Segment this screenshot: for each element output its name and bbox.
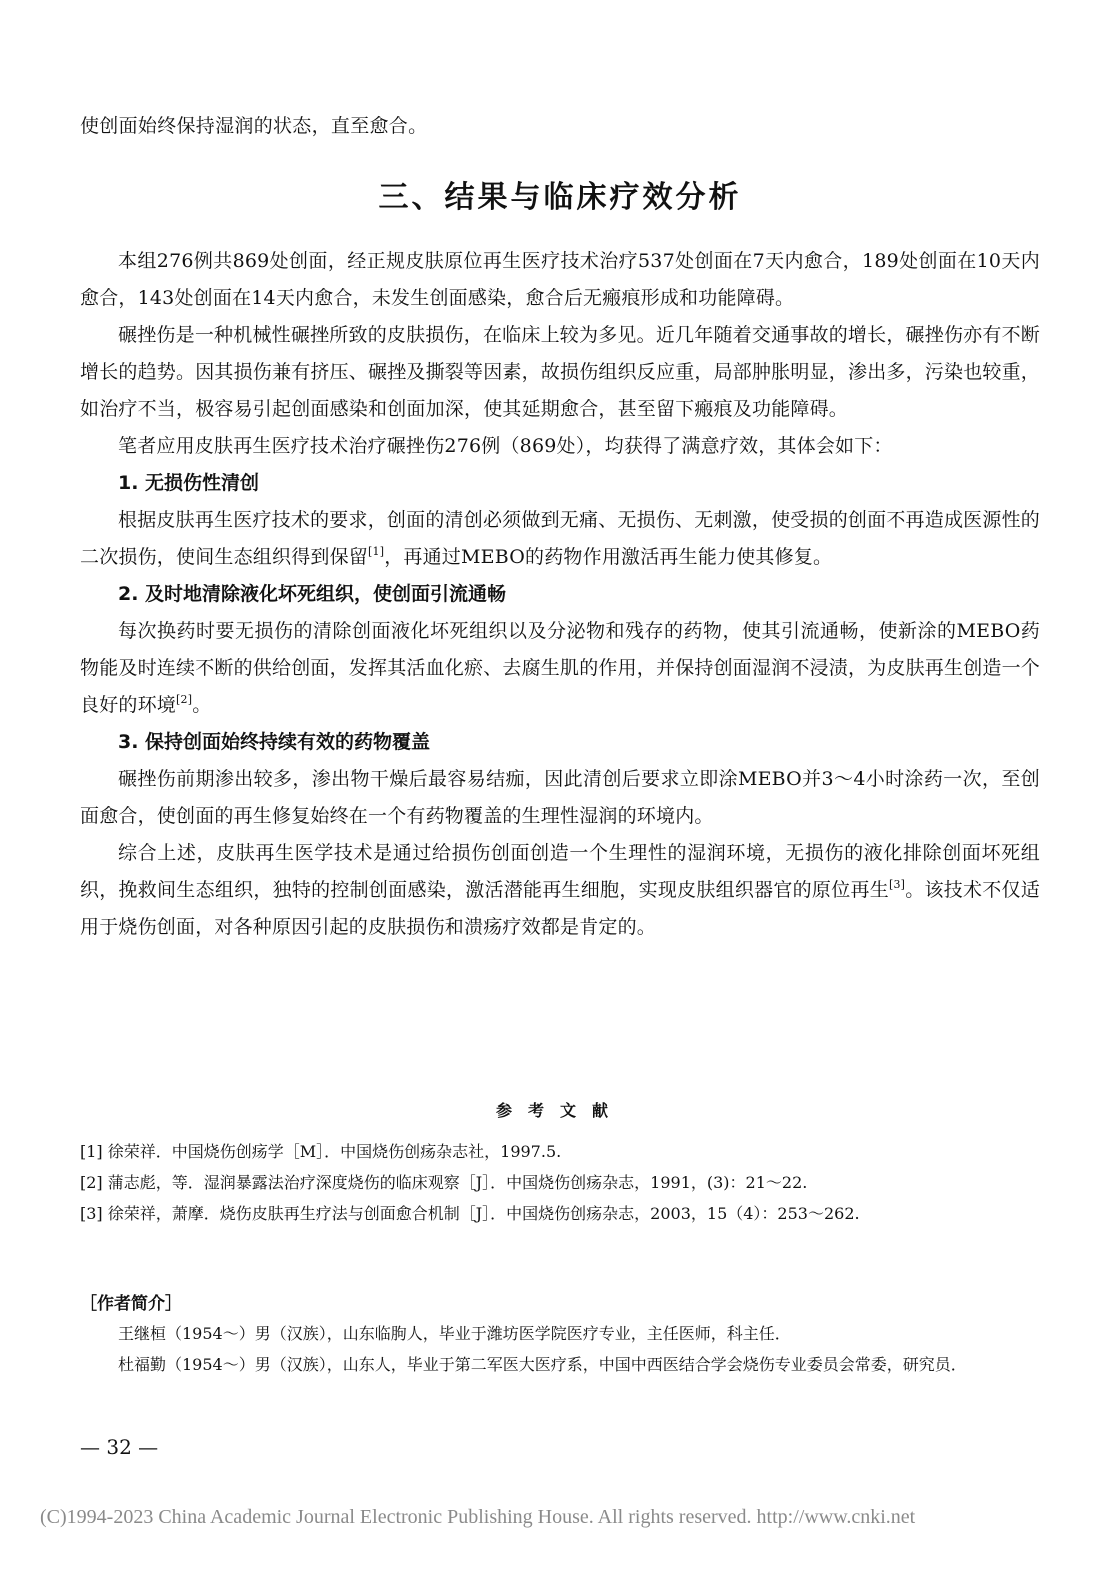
copyright-footer: (C)1994-2023 China Academic Journal Electronic Publishing House. All rights reserved. http://www.cnki.net: [40, 1506, 916, 1528]
reference-item: [2] 蒲志彪，等．湿润暴露法治疗深度烧伤的临床观察［J］．中国烧伤创疡杂志，1991，(3)：21～22.: [80, 1173, 808, 1192]
paragraph-debridement: [80, 502, 1040, 576]
reference-item: [1] 徐荣祥．中国烧伤创疡学［M］．中国烧伤创疡杂志社，1997.5.: [80, 1142, 562, 1161]
paragraph-coverage: 碾挫伤前期渗出较多，渗出物干燥后最容易结痂，因此清创后要求立即涂MEBO并3～4小时涂药一次，至创面愈合，使创面的再生修复始终在一个有药物覆盖的生理性湿润的环境内。: [80, 768, 1040, 827]
author-item: 杜福勤（1954～）男（汉族），山东人，毕业于第二军医大医疗系，中国中西医结合学会烧伤专业委员会常委，研究员．: [118, 1355, 967, 1374]
paragraph-drainage: [80, 613, 1040, 724]
author-item: 王继桓（1954～）男（汉族），山东临朐人，毕业于潍坊医学院医疗专业，主任医师，科主任．: [118, 1324, 791, 1343]
author-list: [118, 1318, 978, 1380]
paragraph-summary: [80, 835, 1040, 946]
continued-line: 使创面始终保持湿润的状态，直至愈合。: [80, 115, 428, 137]
paragraph-text: 。: [192, 694, 212, 716]
reference-item: [3] 徐荣祥，萧摩．烧伤皮肤再生疗法与创面愈合机制［J］．中国烧伤创疡杂志，2003，15（4）：253～262.: [80, 1204, 860, 1223]
citation-3: [3]: [888, 878, 906, 891]
paragraph-background: 碾挫伤是一种机械性碾挫所致的皮肤损伤，在临床上较为多见。近几年随着交通事故的增长，碾挫伤亦有不断增长的趋势。因其损伤兼有挤压、碾挫及撕裂等因素，故损伤组织反应重，局部肿胀明显，渗出多，污染也较重，如治疗不当，极容易引起创面感染和创面加深，使其延期愈合，甚至留下瘢痕及功能障碍。: [80, 324, 1041, 420]
subheading-2: 2. 及时地清除液化坏死组织，使创面引流通畅: [118, 583, 507, 605]
paragraph-text: 综合上述，皮肤再生医学技术是通过给损伤创面创造一个生理性的湿润环境，无损伤的液化排除创面坏死组织，挽救间生态组织，独特的控制创面感染，激活潜能再生细胞，实现皮肤组织器官的原位再生: [80, 842, 1040, 901]
paragraph-text: 根据皮肤再生医疗技术的要求，创面的清创必须做到无痛、无损伤、无刺激，使受损的创面不再造成医源性的二次损伤，使间生态组织得到保留: [80, 509, 1040, 568]
subheading-1: 1. 无损伤性清创: [118, 472, 260, 494]
paragraph-text: ，再通过MEBO的药物作用激活再生能力使其修复。: [384, 546, 833, 568]
references-title: 参考文献: [495, 1101, 624, 1120]
citation-1: [1]: [368, 545, 385, 558]
section-body: [80, 243, 1040, 946]
paragraph-text: 每次换药时要无损伤的清除创面液化坏死组织以及分泌物和残存的药物，使其引流通畅，使新涂的MEBO药物能及时连续不断的供给创面，发挥其活血化瘀、去腐生肌的作用，并保持创面湿润不浸渍，为皮肤再生创造一个良好的环境: [80, 620, 1041, 716]
page-number: — 32 —: [80, 1435, 159, 1459]
reference-list: [80, 1136, 960, 1229]
citation-2: [2]: [176, 693, 193, 706]
paragraph-text: 。该技术不仅适用于烧伤创面，对各种原因引起的皮肤损伤和溃疡疗效都是肯定的。: [80, 879, 1041, 938]
section-title: 三、结果与临床疗效分析: [378, 180, 742, 215]
subheading-3: 3. 保持创面始终持续有效的药物覆盖: [118, 731, 431, 753]
paragraph-experience: 笔者应用皮肤再生医疗技术治疗碾挫伤276例（869处），均获得了满意疗效，其体会如下：: [118, 435, 893, 457]
author-intro-title: ［作者简介］: [80, 1294, 182, 1314]
paragraph-results: 本组276例共869处创面，经正规皮肤原位再生医疗技术治疗537处创面在7天内愈合，189处创面在10天内愈合，143处创面在14天内愈合，未发生创面感染，愈合后无瘢痕形成和功能障碍。: [80, 250, 1040, 309]
